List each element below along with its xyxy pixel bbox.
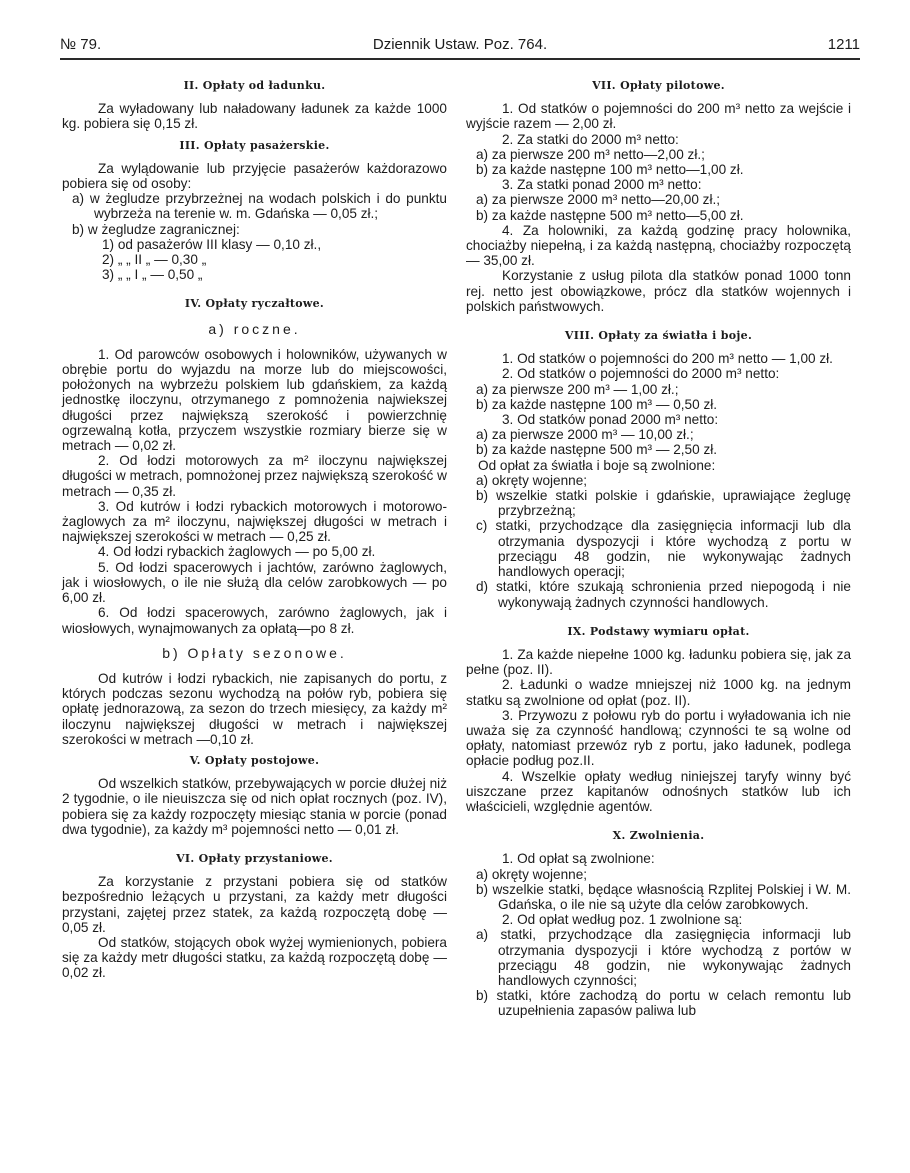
list-item: a) okręty wojenne; — [476, 866, 588, 882]
section-heading: II. Opłaty od ładunku. — [183, 79, 326, 92]
list-item: a) za pierwsze 200 m³ netto—2,00 zł.; — [476, 146, 705, 162]
list-item: b) za każde następne 500 m³ — 2,50 zł. — [476, 442, 718, 458]
list-item: b) za każde następne 100 m³ — 0,50 zł. — [476, 396, 718, 412]
paragraph: 2. Za statki do 2000 m³ netto: — [502, 131, 679, 147]
section-heading: IX. Podstawy wymiaru opłat. — [567, 624, 750, 638]
paragraph: Za wylądowanie lub przyjęcie pasażerów każdorazowo pobiera się od osoby: — [62, 160, 447, 192]
left-column — [62, 72, 447, 981]
section-heading: V. Opłaty postojowe. — [189, 753, 320, 767]
list-item: a) w żegludze przybrzeżnej na wodach polskich i do punktu wybrzeża na terenie w. m. Gdańska — 0,05 zł.; — [72, 191, 447, 222]
list-item: 3) „ „ I „ — 0,50 „ — [102, 267, 203, 283]
subsection-heading: a) roczne. — [208, 320, 301, 337]
paragraph: 1. Od statków o pojemności do 200 m³ netto — 1,00 zł. — [502, 351, 833, 367]
list-item: a) za pierwsze 2000 m³ netto—20,00 zł.; — [476, 192, 721, 208]
paragraph: 3. Od statków ponad 2000 m³ netto: — [502, 412, 719, 428]
section-heading: VII. Opłaty pilotowe. — [592, 79, 725, 92]
paragraph: 3. Przywozu z połowu ryb do portu i wyładowania ich nie uważa się za czynność handlową; czynności te są wolne od opłaty, natomiast przewóz ryb z portu, jako ładunek, podlega opłacie podług poz.II. — [466, 707, 851, 769]
paragraph: 1. Od parowców osobowych i holowników, używanych w obrębie portu do wyjazdu na morze lub do miejscowości, położonych na wybrzeżu polskiem lub gdańskiem, za każdą jednostkę iloczynu, otrzymanego z pomnożenia najwiekszej długości przez największą szerokość i powierzchnię ogrzewalną kotła, przyczem wszystkie rozmiary bierze się w metrach — 0,02 zł. — [62, 346, 447, 454]
paragraph: 1. Od opłat są zwolnione: — [502, 851, 655, 867]
paragraph: Od wszelkich statków, przebywających w porcie dłużej niż 2 tygodnie, o ile nieuiszcza się od nich opłat rocznych (poz. IV), pobiera się za każdy rozpoczęty miesiąc stania w porcie (ponad dwa tygodnie), za każdy m³ pojemności netto — 0,01 zł. — [62, 776, 447, 837]
paragraph: 4. Od łodzi rybackich żaglowych — po 5,00 zł. — [98, 544, 376, 560]
list-item: b) za każde następne 100 m³ netto—1,00 zł. — [476, 162, 744, 178]
list-item: b) statki, które zachodzą do portu w celach remontu lub uzupełnienia zapasów paliwa lub — [476, 988, 851, 1019]
list-item: b) wszelkie statki polskie i gdańskie, uprawiające żeglugę przybrzeżną; — [476, 488, 851, 519]
right-column — [466, 72, 851, 1019]
list-item: a) statki, przychodzące dla zasięgnięcia informacji lub otrzymania dyspozycji i które wychodzą z portów w przeciągu 48 godzin, nie wykonywając żadnych handlowych czynności; — [476, 927, 851, 988]
list-item: 1) od pasażerów III klasy — 0,10 zł., — [102, 236, 322, 252]
paragraph: 4. Wszelkie opłaty według niniejszej taryfy winny być uiszczane przez kapitanów odnośnych statków lub ich właścicieli, względnie agentów. — [466, 768, 851, 814]
list-item: a) okręty wojenne; — [476, 472, 588, 488]
page-number: 1211 — [827, 36, 860, 53]
paragraph: Od kutrów i łodzi rybackich, nie zapisanych do portu, z których podczas sezonu wychodzą na połów ryb, pobiera się opłatę jednorazową, za sezon do trzech miesięcy, za każdy m² iloczynu największej długości w metrach i największej szerokości w metrach —0,10 zł. — [62, 670, 447, 747]
paragraph: 3. Za statki ponad 2000 m³ netto: — [502, 177, 702, 193]
paragraph: 2. Od opłat według poz. 1 zwolnione są: — [502, 912, 743, 928]
list-item: c) statki, przychodzące dla zasięgnięcia informacji lub dla otrzymania dyspozycji i które wychodzą z portu w przeciągu 48 godzin, nie wykonywając żadnych handlowych operacji; — [476, 518, 851, 580]
paragraph: Korzystanie z usług pilota dla statków ponad 1000 tonn rej. netto jest obowiązkowe, prócz dla statków wojennych i polskich państwowych. — [466, 268, 851, 314]
section-heading: X. Zwolnienia. — [612, 829, 705, 843]
list-item: b) w żegludze zagranicznej: — [72, 221, 240, 237]
subsection-heading: b) Opłaty sezonowe. — [162, 644, 347, 661]
paragraph: 1. Za każde niepełne 1000 kg. ładunku pobiera się, jak za pełne (poz. II). — [466, 646, 851, 678]
section-heading: VIII. Opłaty za światła i boje. — [564, 329, 753, 343]
paragraph: 2. Ładunki o wadze mniejszej niż 1000 kg. na jednym statku są zwolnione od opłat (poz. II). — [466, 677, 851, 708]
paragraph: 1. Od statków o pojemności do 200 m³ netto za wejście i wyjście razem — 2,00 zł. — [466, 101, 851, 132]
page-header — [60, 36, 860, 54]
list-item: a) za pierwsze 2000 m³ — 10,00 zł.; — [476, 427, 694, 443]
paragraph: 2. Od statków o pojemności do 2000 m³ netto: — [502, 366, 780, 382]
paragraph: Od statków, stojących obok wyżej wymienionych, pobiera się za każdy metr długości statku, za każdą rozpoczętą dobę — 0,02 zł. — [62, 934, 447, 981]
paragraph: Za wyładowany lub naładowany ładunek za każde 1000 kg. pobiera się 0,15 zł. — [62, 101, 447, 132]
section-heading: IV. Opłaty ryczałtowe. — [184, 297, 325, 311]
paragraph: 5. Od łodzi spacerowych i jachtów, zarówno żaglowych, jak i wiosłowych, o ile nie służą dla celów zarobkowych — po 6,00 zł. — [62, 559, 447, 606]
issue-number: № 79. — [60, 36, 102, 53]
paragraph: 3. Od kutrów i łodzi rybackich motorowych i motorowo-żaglowych za m² iloczynu, największej długości w metrach i największej szerokości w metrach — 0,25 zł. — [62, 498, 447, 545]
paragraph: 2. Od łodzi motorowych za m² iloczynu największej długości w metrach, pomnożonej przez największą szerokość w metrach — 0,35 zł. — [62, 453, 447, 499]
paragraph: 6. Od łodzi spacerowych, zarówno żaglowych, jak i wiosłowych, wynajmowanych za opłatą—po 8 zł. — [62, 605, 447, 636]
paragraph: Od opłat za światła i boje są zwolnione: — [478, 457, 716, 473]
header-rule — [60, 58, 860, 60]
list-item: a) za pierwsze 200 m³ — 1,00 zł.; — [476, 381, 679, 397]
list-item: 2) „ „ II „ — 0,30 „ — [102, 252, 207, 268]
list-item: d) statki, które szukają schronienia przed niepogodą i nie wykonywają żadnych czynności handlowych. — [476, 579, 851, 610]
section-heading: III. Opłaty pasażerskie. — [179, 138, 330, 152]
list-item: b) wszelkie statki, będące własnością Rzplitej Polskiej i W. M. Gdańska, o ile nie są użyte dla celów zarobkowych. — [476, 881, 851, 912]
paragraph: 4. Za holowniki, za każdą godzinę pracy holownika, chociażby niepełną, i za każdą następną, chociażby rozpoczętą — 35,00 zł. — [466, 222, 851, 269]
list-item: b) za każde następne 500 m³ netto—5,00 zł. — [476, 207, 744, 223]
paragraph: Za korzystanie z przystani pobiera się od statków bezpośrednio leżących u przystani, za każdy metr długości przystani, zajętej przez statek, za każdą rozpoczętą dobę — 0,05 zł. — [62, 874, 447, 935]
journal-title: Dziennik Ustaw. Poz. 764. — [372, 36, 548, 53]
section-heading: VI. Opłaty przystaniowe. — [176, 851, 333, 865]
